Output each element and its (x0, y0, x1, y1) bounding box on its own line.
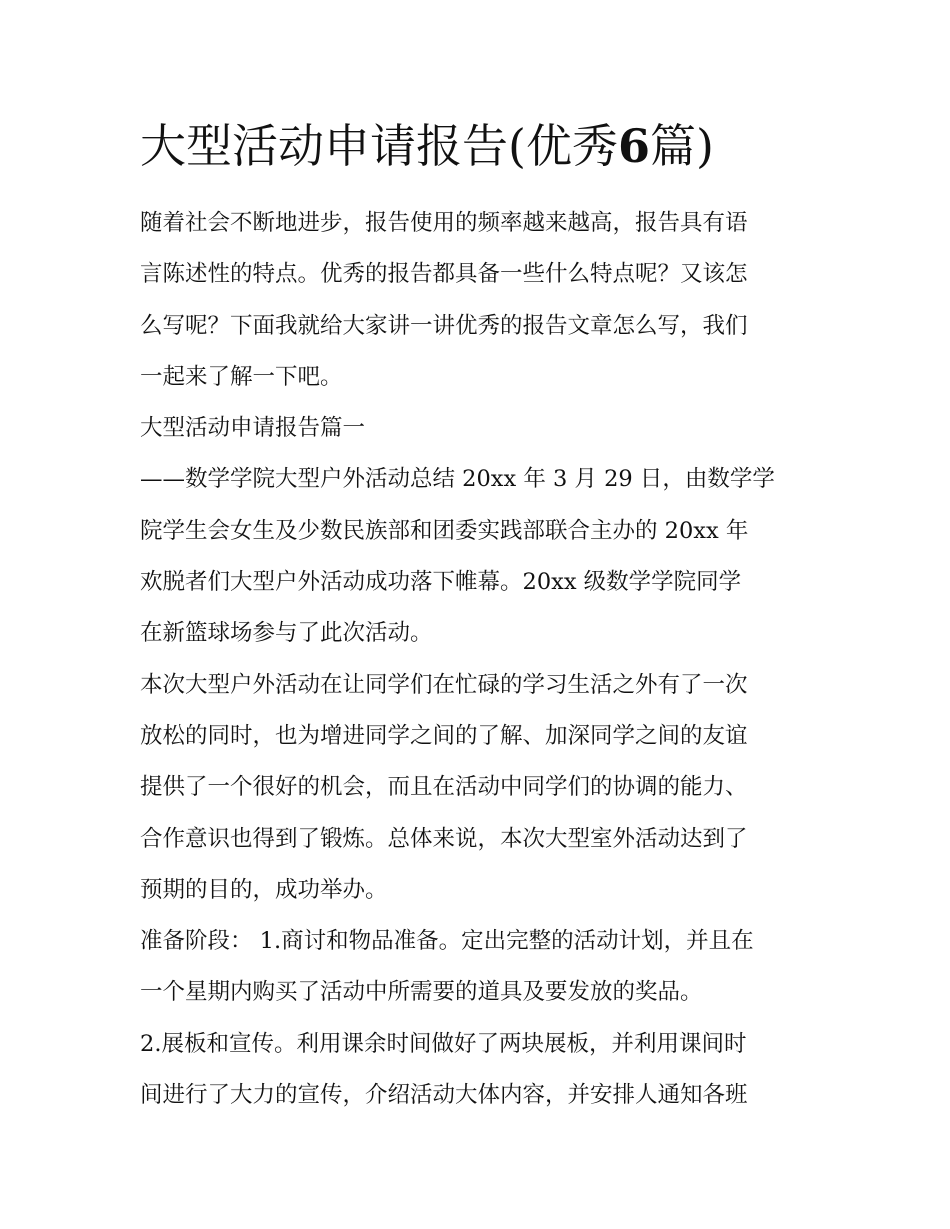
paragraph-purpose (140, 660, 812, 916)
text-line: 2.展板和宣传。利用课余时间做好了两块展板，并利用课间时 (140, 1030, 747, 1057)
text-line: 本次大型户外活动在让同学们在忙碌的学习生活之外有了一次 (140, 671, 748, 698)
text-line: 大型活动申请报告篇一 (140, 415, 366, 442)
document-title (140, 114, 840, 178)
section-heading (140, 403, 812, 454)
title-count: 6 (617, 119, 650, 173)
text-line: 间进行了大力的宣传，介绍活动大体内容，并安排人通知各班 (140, 1082, 748, 1109)
paragraph-publicity (140, 1019, 812, 1122)
text-line: 言陈述性的特点。优秀的报告都具备一些什么特点呢？又该怎 (140, 261, 748, 288)
text-line: 一个星期内购买了活动中所需要的道具及要发放的奖品。 (140, 979, 703, 1006)
text-line: 欢脱者们大型户外活动成功落下帷幕。20xx 级数学学院同学 (140, 569, 742, 596)
text-line: 随着社会不断地进步，报告使用的频率越来越高，报告具有语 (140, 210, 748, 236)
text-line: ——数学学院大型户外活动总结 20xx 年 3 月 29 日，由数学学 (140, 466, 775, 493)
paragraph-preparation (140, 916, 812, 1019)
title-text: 大型活动申请报告(优秀 (140, 119, 618, 173)
text-line: 一起来了解一下吧。 (140, 363, 343, 390)
text-line: 合作意识也得到了锻炼。总体来说，本次大型室外活动达到了 (140, 825, 748, 852)
text-line: 提供了一个很好的机会，而且在活动中同学们的协调的能力、 (140, 774, 748, 801)
text-line: 院学生会女生及少数民族部和团委实践部联合主办的 20xx 年 (140, 517, 749, 544)
text-line: 在新篮球场参与了此次活动。 (140, 620, 433, 647)
paragraph-summary (140, 454, 812, 659)
text-line: 预期的目的，成功举办。 (140, 876, 388, 903)
paragraph-intro (140, 198, 812, 403)
document-body (140, 198, 812, 1121)
title-suffix: 篇) (649, 119, 714, 173)
text-line: 放松的同时，也为增进同学之间的了解、加深同学之间的友谊 (140, 722, 748, 749)
text-line: 准备阶段： 1.商讨和物品准备。定出完整的活动计划，并且在 (140, 928, 754, 955)
text-line: 么写呢？下面我就给大家讲一讲优秀的报告文章怎么写，我们 (140, 312, 748, 339)
